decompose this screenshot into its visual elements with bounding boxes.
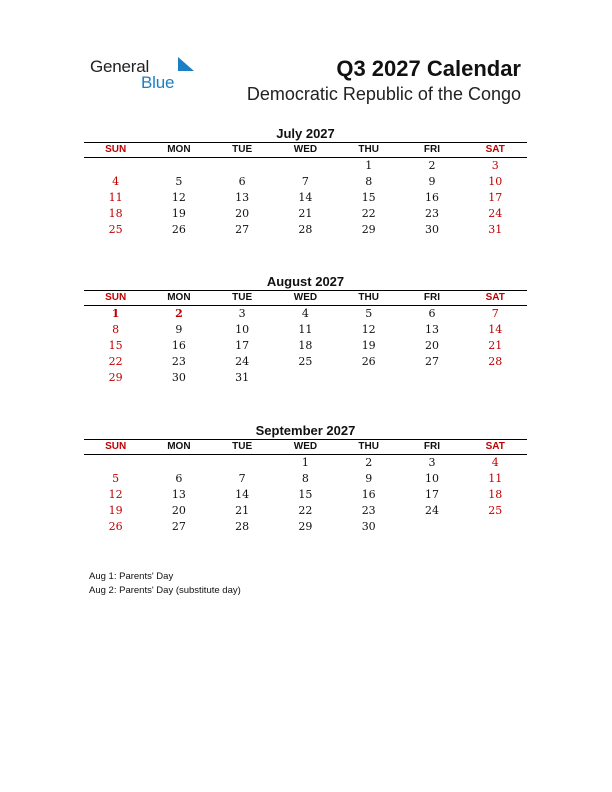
weekday-header: WED	[293, 441, 318, 452]
date-cell: 2	[365, 456, 373, 469]
date-cell: 16	[361, 488, 376, 501]
date-cell: 19	[108, 504, 123, 517]
week-row	[84, 370, 527, 386]
date-cell: 24	[488, 207, 503, 220]
date-cell	[464, 370, 527, 386]
date-cell: 22	[361, 207, 376, 220]
date-cell	[211, 158, 274, 174]
date-cell: 7	[238, 472, 246, 485]
date-cell: 9	[175, 323, 183, 336]
week-row	[84, 354, 527, 370]
date-cell: 21	[298, 207, 313, 220]
date-cell: 7	[301, 175, 309, 188]
date-cell	[211, 455, 274, 471]
date-cell: 15	[108, 339, 123, 352]
date-cell: 12	[108, 488, 123, 501]
date-cell: 30	[171, 371, 186, 384]
date-cell: 15	[298, 488, 313, 501]
date-cell: 4	[301, 307, 309, 320]
date-cell: 26	[108, 520, 123, 533]
date-cell	[84, 455, 147, 471]
date-cell: 16	[424, 191, 439, 204]
date-cell: 13	[171, 488, 186, 501]
week-row	[84, 174, 527, 190]
date-cell	[147, 158, 210, 174]
weekday-header: MON	[167, 292, 191, 303]
week-row	[84, 338, 527, 354]
date-cell: 4	[491, 456, 499, 469]
date-cell	[464, 519, 527, 535]
date-cell: 31	[488, 223, 503, 236]
date-cell: 28	[298, 223, 313, 236]
date-cell	[400, 370, 463, 386]
date-cell: 24	[235, 355, 250, 368]
weekday-header: WED	[293, 292, 318, 303]
date-cell: 26	[171, 223, 186, 236]
holiday-date-cell: 1	[111, 307, 120, 320]
date-cell: 13	[424, 323, 439, 336]
date-cell: 10	[235, 323, 250, 336]
date-cell	[147, 455, 210, 471]
month-title: July 2027	[276, 126, 335, 141]
date-cell: 29	[108, 371, 123, 384]
weekday-header: SAT	[485, 441, 505, 452]
date-cell: 14	[298, 191, 313, 204]
weekday-header: FRI	[423, 441, 441, 452]
week-row	[84, 322, 527, 338]
logo	[90, 57, 200, 97]
weekday-header: SAT	[485, 292, 505, 303]
month-september	[84, 422, 527, 535]
date-cell: 3	[491, 159, 499, 172]
date-cell: 20	[235, 207, 250, 220]
date-cell	[274, 370, 337, 386]
logo-triangle-icon	[178, 57, 194, 71]
date-cell: 2	[428, 159, 436, 172]
month-title: September 2027	[255, 423, 356, 438]
date-cell: 5	[175, 175, 183, 188]
date-cell: 18	[488, 488, 503, 501]
weekday-header: TUE	[232, 292, 253, 303]
date-cell: 14	[488, 323, 503, 336]
logo-word-general: General	[90, 57, 150, 76]
date-cell: 28	[488, 355, 503, 368]
date-cell: 23	[171, 355, 186, 368]
date-cell: 10	[488, 175, 503, 188]
date-cell: 31	[235, 371, 250, 384]
week-row	[84, 471, 527, 487]
month-title: August 2027	[266, 274, 345, 289]
date-cell	[337, 370, 400, 386]
date-cell: 9	[428, 175, 436, 188]
date-cell: 27	[235, 223, 250, 236]
weekday-header-row	[84, 439, 527, 455]
month-august	[84, 273, 527, 386]
week-row	[84, 306, 527, 322]
date-cell: 5	[112, 472, 120, 485]
week-row	[84, 455, 527, 471]
date-cell: 6	[428, 307, 436, 320]
date-cell: 29	[361, 223, 376, 236]
date-cell: 11	[108, 191, 123, 204]
date-cell: 10	[424, 472, 439, 485]
date-cell: 25	[488, 504, 503, 517]
date-cell: 30	[424, 223, 439, 236]
date-cell: 21	[488, 339, 503, 352]
date-cell: 8	[112, 323, 120, 336]
date-cell: 7	[491, 307, 499, 320]
weekday-header: FRI	[423, 144, 441, 155]
date-cell: 26	[361, 355, 376, 368]
date-cell: 25	[108, 223, 123, 236]
date-cell	[84, 158, 147, 174]
page-subtitle: Democratic Republic of the Congo	[246, 84, 521, 104]
date-cell: 8	[301, 472, 309, 485]
date-cell: 16	[171, 339, 186, 352]
date-cell: 17	[424, 488, 439, 501]
weekday-header: MON	[167, 441, 191, 452]
date-cell: 9	[365, 472, 373, 485]
page-title: Q3 2027 Calendar	[336, 56, 521, 81]
date-cell: 8	[365, 175, 373, 188]
weekday-header: SUN	[105, 292, 127, 303]
weekday-header: THU	[358, 441, 379, 452]
weekday-header: MON	[167, 144, 191, 155]
date-cell: 22	[298, 504, 313, 517]
date-cell	[400, 519, 463, 535]
date-cell: 19	[171, 207, 186, 220]
week-row	[84, 503, 527, 519]
weekday-header: TUE	[232, 144, 253, 155]
holiday-date-cell: 2	[175, 307, 183, 320]
weekday-header: SUN	[105, 441, 127, 452]
holiday-note: Aug 1: Parents' Day	[89, 571, 174, 582]
date-cell: 1	[365, 159, 373, 172]
date-cell: 3	[238, 307, 246, 320]
week-row	[84, 487, 527, 503]
weekday-header: THU	[358, 144, 379, 155]
date-cell: 11	[298, 323, 313, 336]
date-cell: 21	[235, 504, 250, 517]
date-cell: 22	[108, 355, 123, 368]
date-cell: 28	[235, 520, 250, 533]
weekday-header-row	[84, 142, 527, 158]
date-cell: 17	[488, 191, 503, 204]
date-cell: 18	[298, 339, 313, 352]
date-cell: 1	[301, 456, 309, 469]
date-cell: 11	[488, 472, 503, 485]
weekday-header: SAT	[485, 144, 505, 155]
date-cell: 18	[108, 207, 123, 220]
week-row	[84, 222, 527, 238]
holiday-notes	[89, 570, 241, 598]
week-row	[84, 158, 527, 174]
date-cell: 23	[424, 207, 439, 220]
date-cell: 6	[238, 175, 246, 188]
weekday-header: TUE	[232, 441, 253, 452]
weekday-header: THU	[358, 292, 379, 303]
date-cell: 14	[235, 488, 250, 501]
week-row	[84, 190, 527, 206]
date-cell: 13	[235, 191, 250, 204]
weekday-header-row	[84, 290, 527, 306]
month-july	[84, 125, 527, 238]
week-row	[84, 519, 527, 535]
date-cell: 17	[235, 339, 250, 352]
date-cell: 19	[361, 339, 376, 352]
date-cell: 20	[171, 504, 186, 517]
logo-word-blue: Blue	[141, 73, 175, 92]
date-cell: 25	[298, 355, 313, 368]
date-cell: 6	[175, 472, 183, 485]
date-cell: 23	[361, 504, 376, 517]
date-cell: 27	[424, 355, 439, 368]
weekday-header: WED	[293, 144, 318, 155]
date-cell: 30	[361, 520, 376, 533]
date-cell: 20	[424, 339, 439, 352]
week-row	[84, 206, 527, 222]
holiday-note: Aug 2: Parents' Day (substitute day)	[89, 585, 241, 596]
date-cell: 12	[361, 323, 376, 336]
date-cell	[274, 158, 337, 174]
date-cell: 12	[171, 191, 186, 204]
weekday-header: SUN	[105, 144, 127, 155]
date-cell: 24	[424, 504, 439, 517]
date-cell: 29	[298, 520, 313, 533]
date-cell: 27	[171, 520, 186, 533]
date-cell: 3	[428, 456, 436, 469]
weekday-header: FRI	[423, 292, 441, 303]
date-cell: 15	[361, 191, 376, 204]
date-cell: 5	[365, 307, 373, 320]
date-cell: 4	[112, 175, 120, 188]
